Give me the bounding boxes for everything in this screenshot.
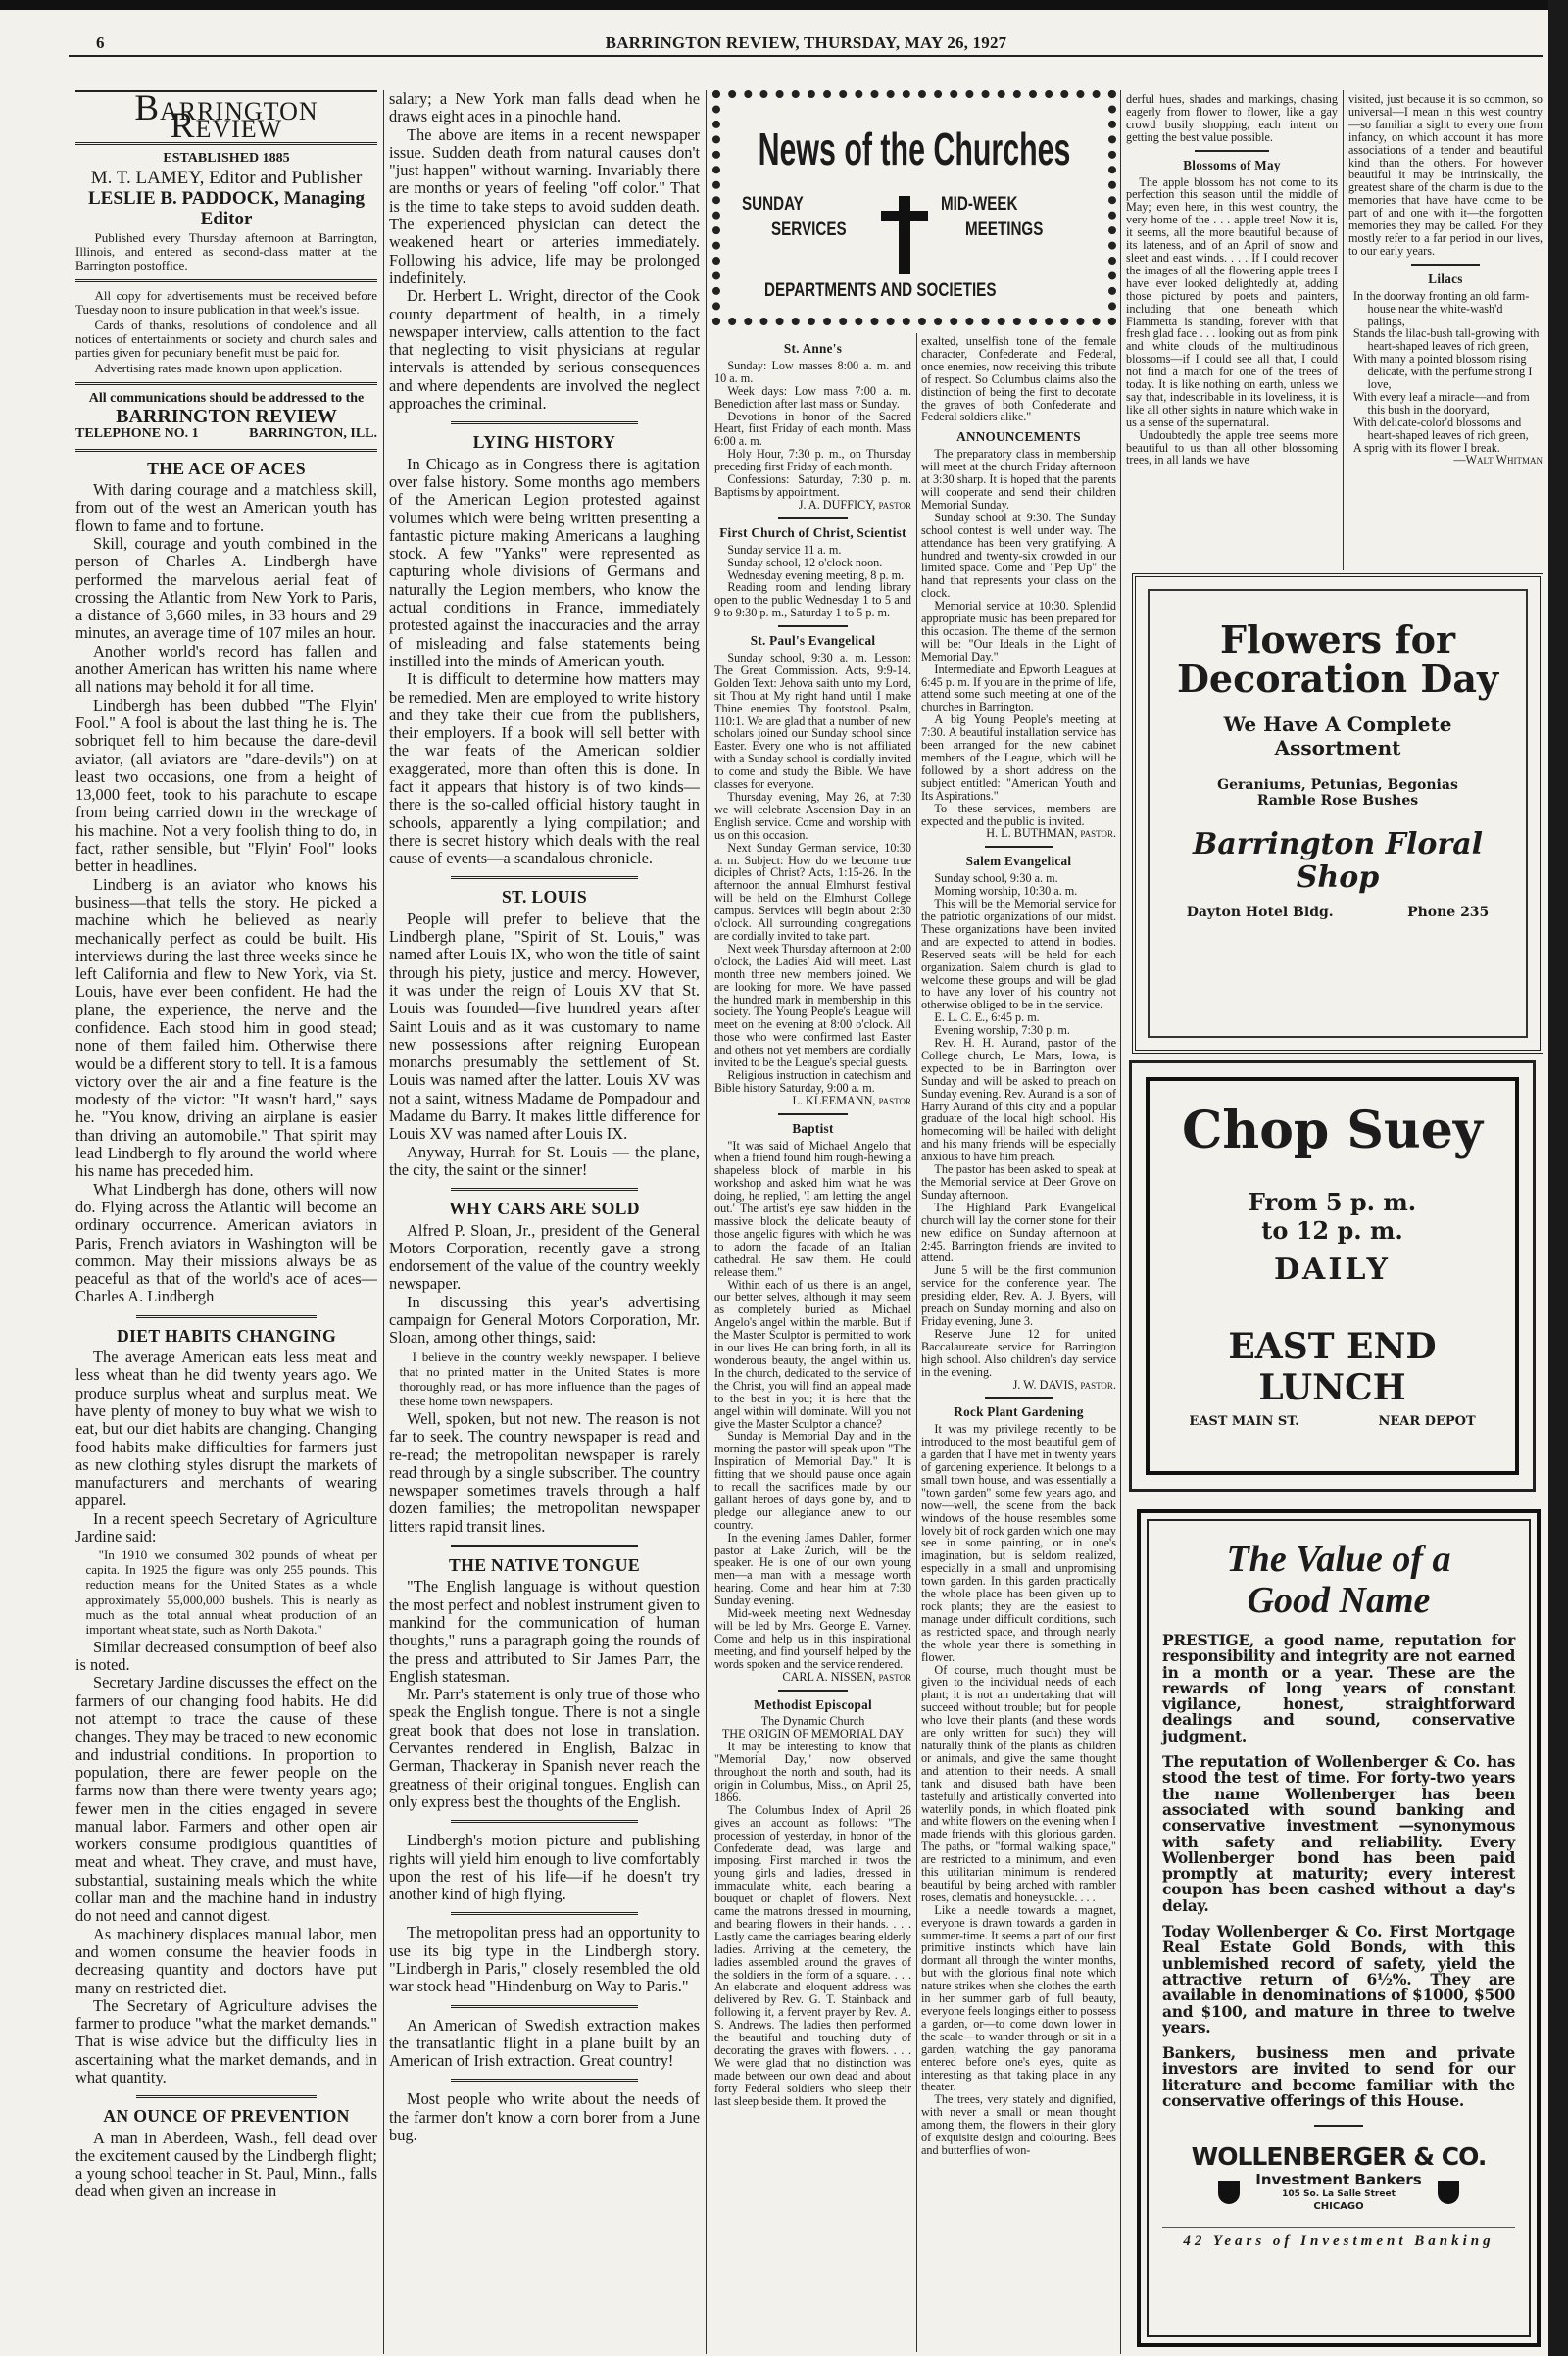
paragraph: Mr. Parr's statement is only true of those who speak the English tongue. There is not a single great book that does not lose in translation. Cervantes rendered in English, Balzac in German, Thackeray in Spanish never reach the greatness of their original tongues. English can only express best the thoughts of the English. — [389, 1685, 700, 1811]
ad-subtitle: We Have A Complete — [1223, 712, 1452, 736]
paragraph: Morning worship, 10:30 a. m. — [934, 884, 1078, 899]
copy-note: All copy for advertisements must be received before Tuesday noon to insure publication in that week's issue. — [75, 287, 377, 317]
paragraph: Undoubtedly the apple tree seems more beautiful to us than all other blossoming trees, in all lands we have — [1126, 427, 1338, 467]
section-rule — [778, 1690, 847, 1692]
ad-title: Flowers for — [1219, 617, 1455, 662]
paragraph: Well, spoken, but not new. The reason is not far to seek. The country newspaper is read and re-read; the metropolitan newspaper is rarely read through by a single subscriber. The country newspaper sometimes travels through a half dozen families; the metropolitan newspaper litters rapid transit lines. — [389, 1408, 700, 1536]
paragraph: salary; a New York man falls dead when he draws eight aces in a pinochle hand. — [389, 90, 700, 126]
paragraph: The apple blossom has not come to its perfection this season until the middle of May; even here, in this west country, the very home of the . . . apple tree! Now it is, it seems, all the more beautiful because of its lateness, and of an April of snow and sleet and east winds. . . . If I could recover the images of all the flowering apple trees I have ever looked delightedly at, adding those pictured by poets and painters, including that one beneath which Fiammetta is standing, forever with that fresh glad face . . . looking out as from pink and white clouds of the multitudinous blossoms—if I could see all that, I could not find a match for one of the trees of today. It is like nothing on earth, unless we say that, indescribable in its loveliness, it is like all other sights in nature which wake in us a sense of the supernatural. — [1126, 174, 1338, 429]
ad-paragraph: PRESTIGE, a good name, reputation for responsibility and integrity are not earned in a month or a year. These are the rewards of long years of constant vigilance, honest, straightforward dealings and sound, conservative judgment. — [1162, 1631, 1515, 1745]
section-rule — [451, 1820, 637, 1823]
quotation: "In 1910 we consumed 302 pounds of wheat per capita. In 1925 the figure was only 255 pounds. This reduction means for the United States as a whole approximately 55,000,000 bushels. This is nearly as much as the total annual wheat production of an important wheat state, such as North Dakota." — [85, 1547, 377, 1637]
paragraph: Sunday is Memorial Day and in the morning the pastor will speak upon "The Inspiration of Memorial Day." It is fitting that we should pause once again to recall the sacrifices made by our gallant heroes of days gone by, and to pledge our allegiance anew to our country. — [714, 1429, 911, 1532]
paragraph: In the evening James Dahler, former pastor at Lake Zurich, will be the speaker. He is one of our own young men—a man with a message worth hearing. Come and hear him at 7:30 Sunday evening. — [714, 1530, 911, 1608]
paragraph: The Highland Park Evangelical church will lay the corner stone for their new edifice on Sunday afternoon at 2:45. Barrington friends are invited to attend. — [921, 1200, 1116, 1265]
paragraph: Week days: Low mass 7:00 a. m. Benediction after last mass on Sunday. — [714, 383, 911, 411]
poem-line: Stands the lilac-bush tall-growing with heart-shaped leaves of rich green, — [1352, 326, 1540, 354]
paragraph: "It was said of Michael Angelo that when a friend found him rough-hewing a shapeless block of marble in his workshop and asked him what he was doing, he replied, 'I am letting the angel out.' The artist's eye saw hidden in the massive block the delicate beauty of those angelic figures with which he was to adorn the facade of an Italian cathedral. He saw them. He could release them." — [714, 1138, 911, 1279]
paragraph: The above are items in a recent newspaper issue. Sudden death from natural causes don't "just happen" without warning. Invariably there are months or years of feeling "off color." That is the time to take steps to avoid sudden death. The experienced physician can detect the weakened heart or arteries immediately. Following his advice, life may be prolonged indefinitely. — [389, 124, 700, 287]
paragraph: Reading room and lending library open to the public Wednesday 1 to 5 and 9 to 9:30 p. m., Saturday 1 to 5 p. m. — [714, 580, 911, 620]
paragraph: The pastor has been asked to speak at the Memorial service at Deer Grove on Sunday afternoon. — [921, 1162, 1116, 1202]
paragraph: With daring courage and a matchless skill, from out of the west an American youth has flown to fame and to fortune. — [75, 480, 377, 535]
article-heading: Lilacs — [1428, 270, 1463, 286]
paragraph: Dr. Herbert L. Wright, director of the Cook county department of health, in a timely newspaper interview, calls attention to the fact that neglecting to visit physicians at regular intervals is attended by serious consequences and where dependents are involved the neglect approaches the criminal. — [389, 286, 700, 414]
paper-name: BARRINGTON REVIEW — [116, 406, 337, 428]
church-column-2 — [921, 335, 1116, 2352]
column-rule — [1120, 90, 1121, 2354]
ad-hours: to 12 p. m. — [1261, 1216, 1403, 1245]
column-6 — [1348, 93, 1543, 568]
paragraph: Intermediate and Epworth Leagues at 6:45 p. m. If you are in the prime of life, attend some such meeting at one of the churches in Barrington. — [921, 662, 1116, 714]
label-services: SERVICES — [771, 220, 847, 240]
cards-note: Cards of thanks, resolutions of condolence and all notices of entertainments or society and church sales and parties given for pecuniary benefit must be paid for. — [75, 317, 377, 360]
label-midweek: MID-WEEK — [941, 194, 1018, 215]
article-heading: First Church of Christ, Scientist — [719, 524, 906, 540]
paragraph: The average American eats less meat and less wheat than he did twenty years ago. We produce surplus wheat and surplus meat. We have plenty of money to buy what we wish to eat, but our diet habits are changing. Changing food habits make difficulties for farmers just as new clothing styles disrupt the markets of manufacturers and merchants of wearing apparel. — [75, 1348, 377, 1510]
ad-floral-shop — [1132, 573, 1544, 1054]
shield-icon — [1218, 2181, 1240, 2204]
page-header — [69, 29, 1544, 57]
article-heading: St. Paul's Evangelical — [750, 633, 876, 649]
paragraph: Sunday school, 12 o'clock noon. — [727, 555, 883, 569]
paragraph: An American of Swedish extraction makes the transatlantic flight in a plane built by an American of Irish extraction. Great country! — [389, 2015, 700, 2071]
article-heading: AN OUNCE OF PREVENTION — [103, 2106, 350, 2127]
quotation: I believe in the country weekly newspaper. I believe that no printed matter in the United States is more thoroughly read, or has more influence than the pages of these home town newspapers. — [399, 1349, 700, 1408]
cross-icon — [899, 196, 910, 274]
paragraph: It is difficult to determine how matters may be remedied. Men are employed to write history and they take their cue from the publishers, their employers. If a book will sell better with the war feats of the American soldier exaggerated, more than often this is done. In fact it appears that history is of two kinds—there is the so-called official history taught in schools, apparently a lying compilation; and there is secret history which deals with the real cause of events—a scandalous chronicle. — [389, 669, 700, 868]
publication-note: Published every Thursday afternoon at Barrington, Illinois, and entered as second-class matter at the Barrington postoffice. — [75, 229, 377, 272]
section-rule — [778, 625, 847, 627]
ad-title: The Value of a — [1226, 1539, 1451, 1580]
telephone: TELEPHONE NO. 1 — [75, 426, 199, 442]
article-heading: ST. LOUIS — [502, 887, 587, 908]
paragraph: Lindbergh's motion picture and publishing rights will yield him enough to live comfortably upon the rest of his life—if he doesn't try another kind of high flying. — [389, 1831, 700, 1904]
section-rule — [136, 2095, 318, 2098]
paragraph: Devotions in honor of the Sacred Heart, first Friday of each month. Mass 6:00 a. m. — [714, 409, 911, 449]
section-rule — [451, 1912, 637, 1915]
poem-line: A sprig with its flower I break. — [1352, 440, 1500, 455]
restaurant-name: EAST END — [1228, 1326, 1437, 1367]
subheading: THE ORIGIN OF MEMORIAL DAY — [721, 1727, 905, 1742]
signature: CARL A. NISSEN, pastor — [782, 1669, 911, 1684]
signature: H. L. BUTHMAN, pastor. — [986, 826, 1116, 841]
paragraph: The trees, very stately and dignified, with never a small or mean thought among them, the flowers in their glory of exquisite design and colouring. Bees and butterflies of won- — [921, 2092, 1116, 2157]
paragraph: As machinery displaces manual labor, men and women consume the heavier foods in decreasing quantity and doctors have put many on restricted diet. — [75, 1924, 377, 1997]
article-heading: Baptist — [792, 1120, 834, 1136]
firm-name: WOLLENBERGER & CO. — [1191, 2142, 1487, 2172]
section-rule — [985, 846, 1054, 848]
signature: J. W. DAVIS, pastor. — [1012, 1377, 1116, 1392]
paragraph: Sunday: Low masses 8:00 a. m. and 10 a. m. — [714, 358, 911, 385]
article-heading: ANNOUNCEMENTS — [956, 429, 1081, 445]
masthead — [75, 90, 377, 452]
restaurant-name: LUNCH — [1258, 1367, 1406, 1408]
paragraph: Evening worship, 7:30 p. m. — [934, 1023, 1070, 1038]
paragraph: Religious instruction in catechism and Bible history Saturday, 9:00 a. m. — [714, 1067, 911, 1095]
paragraph: This will be the Memorial service for the patriotic organizations of our midst. These organizations have been invited and are expected to attend in bodies. Reserved seats will be held for each organization. Salem church is glad to welcome these groups and will be glad to have any lover of his country not otherwise obliged to be in the service. — [921, 897, 1116, 1012]
paragraph: It was my privilege recently to be introduced to the most beautiful gem of a garden that I have met in twenty years of gardening experience. It belongs to a small town house, and was essentially a "town garden" some few years ago, and now—well, the scene from the back windows of the house resembles some lovely bit of rock garden which one may see in some painting, or in one's imagination, but is seldom realized, especially in a small and unpromising town garden. In this garden practically the whole place has been given up to rock plants; they are the easiest to manage under difficult conditions, such as restricted space, and through nearly the whole year there is something in flower. — [921, 1422, 1116, 1664]
top-border — [0, 0, 1568, 10]
section-rule — [451, 2079, 637, 2082]
article-heading: St. Anne's — [783, 341, 843, 356]
paragraph: In a recent speech Secretary of Agriculture Jardine said: — [75, 1508, 377, 1546]
paragraph: Lindberg is an aviator who knows his business—that tells the story. He picked a machine which he believed as nearly mechanically perfect as could be built. His interviews during the last three weeks since he left California and flew to New York, via St. Louis, have ever been confident. He had the plane, the experience, the nerve and the confidence. Each stood him in good stead; none of them failed him. Otherwise there would be a different story to tell. It is a famous victory over the air and a fine feature is the modesty of the victor: "It wasn't hard," says he. "You know, driving an airplane is easier than driving an automobile." That spirit may lead Lindbergh to fly around the world where his name has preceded him. — [75, 874, 377, 1181]
communications-note: All communications should be addressed to the — [88, 390, 365, 406]
firm-subtitle: Investment Bankers — [1255, 2171, 1422, 2189]
ad-paragraph: Today Wollenberger & Co. First Mortgage Real Estate Gold Bonds, with this unblemished record of safety, yield the attractive return of 6½%. They are available in denominations of $1000, $500 and $100, and mature in three to twelve years. — [1162, 1922, 1515, 2037]
ad-body — [1162, 1633, 1515, 2109]
scan-edge — [1548, 0, 1568, 2356]
paragraph: Like a needle towards a magnet, everyone is drawn towards a garden in summer-time. It seems a part of our first primitive instincts which have lain dormant all through the winter months, but with the glorious final note which nature strikes when she clothes the earth in her summer garb of full beauty, everyone feels longings either to possess a garden, or—to come down lower in the scale—to wander through or sit in a garden, watching the gay panorama entered before one's eyes, quite as interesting as that taking place in any theater. — [921, 1902, 1116, 2094]
article-heading: DIET HABITS CHANGING — [116, 1325, 337, 1346]
signature: J. A. DUFFICY, pastor — [798, 497, 911, 512]
restaurant-street: EAST MAIN ST. — [1189, 1414, 1299, 1429]
churches-header-box — [712, 90, 1116, 325]
shop-name: Shop — [1296, 860, 1380, 895]
column-5 — [1126, 93, 1338, 568]
shield-icon — [1438, 2181, 1459, 2204]
paragraph: June 5 will be the first communion service for the conference year. The presiding elder, Rev. A. J. Byers, will preach on Sunday morning and also on Friday evening, June 3. — [921, 1263, 1116, 1328]
shop-address: Dayton Hotel Bldg. — [1186, 905, 1334, 920]
section-rule — [451, 1188, 637, 1191]
firm-address: 105 So. La Salle Street — [1282, 2189, 1396, 2200]
article-heading: THE NATIVE TONGUE — [449, 1555, 640, 1576]
paragraph: Sunday school, 9:30 a. m. — [934, 871, 1058, 886]
section-rule — [1411, 264, 1479, 266]
city: BARRINGTON, ILL. — [249, 426, 377, 442]
column-1 — [75, 90, 377, 2349]
article-heading: WHY CARS ARE SOLD — [449, 1199, 640, 1219]
section-rule — [136, 1315, 318, 1318]
column-2 — [389, 90, 700, 2349]
article-heading: Methodist Episcopal — [754, 1696, 872, 1712]
column-rule — [706, 90, 707, 2354]
label-departments: DEPARTMENTS AND SOCIETIES — [764, 280, 997, 301]
paragraph: Next week Thursday afternoon at 2:00 o'clock, the Ladies' Aid will meet. Last month three new members joined. We are looking for more. We have passed the hundred mark in membership in this society. The Young People's League will meet on the evening at 8:00 o'clock. All those who were confirmed last Easter and others not yet members are cordially invited to be the League's special guests. — [714, 941, 911, 1070]
ad-items: Geraniums, Petunias, Begonias — [1217, 777, 1458, 793]
section-rule — [1195, 150, 1269, 152]
paragraph: Memorial service at 10:30. Splendid appropriate music has been prepared for this occasion. The theme of the sermon will be: "Our Ideals in the Light of Memorial Day." — [921, 599, 1116, 663]
restaurant-location: NEAR DEPOT — [1378, 1414, 1476, 1429]
article-heading: THE ACE OF ACES — [147, 458, 306, 478]
section-rule — [451, 1545, 637, 1547]
section-rule — [451, 421, 637, 424]
paragraph: Anyway, Hurrah for St. Louis — the plane, the city, the saint or the sinner! — [389, 1142, 700, 1179]
church-column-1 — [714, 335, 911, 2352]
paragraph: derful hues, shades and markings, chasing eagerly from flower to flower, like a gay crowd busily shopping, each intent on getting the best value possible. — [1126, 93, 1338, 144]
article-heading: Blossoms of May — [1183, 157, 1281, 172]
paragraph: To these services, members are expected and the public is invited. — [921, 801, 1116, 828]
paragraph: Mid-week meeting next Wednesday will be led by Mrs. George E. Varney. Come and help us in this inspirational meeting, and find yourself helped by the words spoken and the service rendered. — [714, 1606, 911, 1671]
page-number: 6 — [96, 33, 105, 52]
column-rule — [383, 90, 384, 2354]
poem-line: With delicate-color'd blossoms and heart-shaped leaves of rich green, — [1352, 415, 1529, 442]
signature: —Walt Whitman — [1453, 453, 1543, 467]
newspaper-title: Barrington Review — [75, 100, 377, 145]
paragraph: A big Young People's meeting at 7:30. A beautiful installation service has been arranged for the new cabinet members of the League, which will be followed by a short address on the subject entitled: "American Youth and Its Aspirations." — [921, 712, 1116, 803]
paragraph: visited, just because it is so common, so universal—I mean in this west country—so familiar a sight to every one from infancy, on which account it has more associations of a tender and beautiful kind than the others. For however beautiful it may be intrinsically, the greatest share of the charm is due to the memories that have have come to be part of and one with it—the forgotten memories they may be called. For they mostly refer to a far period in our lives, to our early years. — [1348, 93, 1543, 258]
ad-paragraph: Bankers, business men and private investors are invited to send for our literature and become familiar with the conservative offerings of this House. — [1162, 2043, 1515, 2111]
ad-daily: DAILY — [1274, 1252, 1391, 1287]
section-rule — [778, 1113, 847, 1115]
paragraph: The Columbus Index of April 26 gives an account as follows: "The procession of yesterday, in honor of the Confederate dead, was large and imposing. First marched in twos the young girls and ladies, dressed in immaculate white, each bearing a bouquet or chaplet of flowers. Next came the matrons dressed in mourning, and bearing flowers in their hands. . . . Lastly came the carriages bearing elderly ladies. Arriving at the cemetery, the ladies assembled around the graves of the soldiers in the form of a square. . . . An elaborate and eloquent address was delivered by Rev. G. T. Stainback and following it, a fervent prayer by Rev. A. S. Andrews. The ladies then performed the beautiful and touching duty of decorating the graves with flowers. . . . We were glad that no distinction was made between our own dead and about forty Federal soldiers who sleep their last sleep beside them. It proved the — [714, 1802, 911, 2108]
rates-note: Advertising rates made known upon application. — [94, 360, 343, 375]
managing-editor: LESLIE B. PADDOCK, Managing Editor — [87, 187, 366, 229]
ad-title: Decoration Day — [1176, 657, 1499, 701]
paragraph: Another world's record has fallen and another American has written his name where all nations may behold it for all time. — [75, 641, 377, 697]
label-meetings: MEETINGS — [965, 220, 1044, 240]
paragraph: Sunday school at 9:30. The Sunday school contest is well under way. The attendance has been very gratifying. A hundred and twenty-six crowded in our limited space. Come and "Pep Up" the hand that represents your class on the clock. — [921, 510, 1116, 601]
ad-chop-suey — [1129, 1060, 1536, 1492]
paragraph: It may be interesting to know that "Memorial Day," now observed throughout the north and south, had its origin in Columbus, Miss., on April 25, 1866. — [714, 1740, 911, 1804]
ad-subtitle: Assortment — [1274, 736, 1401, 760]
paragraph: exalted, unselfish tone of the female character, Confederate and Federal, once enemies, now receiving this tribute of respect. So Columbus claims also the distinction of being the first to decorate the graves of both Confederate and Federal soldiers alike." — [921, 335, 1116, 424]
paragraph: Thursday evening, May 26, at 7:30 we will celebrate Ascension Day in an English service. Come and worship with us on this occasion. — [714, 790, 911, 842]
ad-wollenberger — [1137, 1509, 1541, 2347]
paragraph: E. L. C. E., 6:45 p. m. — [934, 1010, 1040, 1025]
section-rule — [451, 2005, 637, 2008]
paragraph: In Chicago as in Congress there is agitation over false history. Some months ago members of the American Legion protested against volumes which were being written presenting a fantastic picture making Americans a laughing stock. A few "Yanks" were represented as capturing whole divisions of Germans and naturally the Legion members, who know the actual conditions in France, immediately protested against the inaccuracies and the array of misleading and false statements being instilled into the minds of American youth. — [389, 454, 700, 670]
ad-hours: From 5 p. m. — [1248, 1188, 1417, 1216]
column-1-articles — [75, 460, 377, 2201]
poem-line: In the doorway fronting an old farm-house near the white-wash'd palings, — [1352, 288, 1530, 328]
shop-phone: Phone 235 — [1407, 905, 1490, 920]
article-heading: Salem Evangelical — [965, 854, 1072, 869]
established: ESTABLISHED 1885 — [163, 150, 290, 166]
paragraph: Rev. H. H. Aurand, pastor of the College church, Le Mars, Iowa, is expected to be in Barrington over Sunday and will be asked to preach on Sunday evening. Rev. Aurand is a son of Harry Aurand of this city and a popular graduate of the local high school. His homecoming will be hailed with delight and his many friends will be especially anxious to have him preach. — [921, 1036, 1116, 1164]
section-rule — [778, 517, 847, 519]
poem-line: With every leaf a miracle—and from this bush in the dooryard, — [1352, 389, 1530, 417]
paragraph: Of course, much thought must be given to the individual needs of each plant; it is not an undertaking that will succeed without trouble; but for people who love their plants (and these words are only written for such) they will naturally think of the plants as children or animals, and give the same thought and attention to their needs. A small tank and disused bath have been tastefully and artistically converted into waterlily ponds, in which floated pink and white flowers on the evening when I made friends with this glorious garden. The paths, or "formal walking space," are restricted to a minimum, and even this utilitarian minimum is rendered beautiful by being arched with rambler roses, clematis and honeysuckle. . . . — [921, 1662, 1116, 1904]
editor: M. T. LAMEY, Editor and Publisher — [90, 167, 363, 188]
article-heading: Rock Plant Gardening — [954, 1404, 1084, 1420]
paragraph: The metropolitan press had an opportunity to use its big type in the Lindbergh story. "Lindbergh in Paris," closely resembled the old war stock head "Hindenburg on Way to Paris." — [389, 1923, 700, 1996]
paragraph: The preparatory class in membership will meet at the church Friday afternoon at 3:30 sharp. It is hoped that the parents will cooperate and send their children Memorial Sunday. — [921, 447, 1116, 512]
paragraph: Next Sunday German service, 10:30 a. m. Subject: How do we become true diciples of Christ? Acts, 1:15-26. In the afternoon the annual Elmhurst festival will be held on the Elmhurst College campus. Services will begin about 2:30 o'clock. All surrounding congregations are cordially invited to take part. — [714, 840, 911, 943]
paragraph: Lindbergh has been dubbed "The Flyin' Fool." A fool is about the last thing he is. The sobriquet fell to him because the dare-devil aviator, (all aviators are "dare-devils") on at least two occasions, one from a height of 13,000 feet, took to his parachute to escape from being carried down in the wreckage of his machine. Not a very foolish thing to do, in fact, rather sensible, but "Flyin' Fool" looks better in headlines. — [75, 695, 377, 876]
column-rule — [1343, 90, 1344, 570]
paragraph: Sunday school, 9:30 a. m. Lesson: The Great Commission. Acts, 9:9-14. Golden Text: Jehova saith unto my Lord, sit Thou at My right hand until I make Thine enemies Thy footstool. Psalm, 110:1. We are glad that a number of new scholars joined our Sunday school since Easter. Every one who is not affiliated with a Sunday school is cordially invited to come and study the Bible. We have classes for everyone. — [714, 651, 911, 792]
paragraph: In discussing this year's advertising campaign for General Motors Corporation, Mr. Sloan, among other things, said: — [389, 1292, 700, 1348]
paragraph: Wednesday evening meeting, 8 p. m. — [727, 567, 905, 582]
label-sunday: SUNDAY — [742, 194, 804, 215]
section-rule — [985, 1397, 1054, 1399]
paragraph: Reserve June 12 for united Baccalaureate service for Barrington high school. Also children's day service in the evening. — [921, 1326, 1116, 1379]
paragraph: What Lindbergh has done, others will now do. Flying across the Atlantic will become an ordinary occurrence. American aviators in Paris, French aviators in Washington will be common. May their missions always be as peaceful as that of the world's ace of aces—Charles A. Lindbergh — [75, 1179, 377, 1306]
ad-tagline: 42 Years of Investment Banking — [1162, 2227, 1515, 2250]
paragraph: Most people who write about the needs of the farmer don't know a corn borer from a June bug. — [389, 2089, 700, 2145]
signature: L. KLEEMANN, pastor — [792, 1093, 911, 1107]
paragraph: Holy Hour, 7:30 p. m., on Thursday preceding first Friday of each month. — [714, 447, 911, 474]
ad-items: Ramble Rose Bushes — [1256, 793, 1419, 809]
subheading: The Dynamic Church — [760, 1714, 865, 1729]
paragraph: Alfred P. Sloan, Jr., president of the General Motors Corporation, recently gave a strong endorsement of the value of the country weekly newspaper. — [389, 1220, 700, 1294]
poem-line: With many a pointed blossom rising delicate, with the perfume strong I love, — [1352, 352, 1533, 392]
dateline: BARRINGTON REVIEW, THURSDAY, MAY 26, 1927 — [605, 33, 1007, 52]
paragraph: Secretary Jardine discusses the effect on the farmers of our changing food habits. He did not attempt to trace the cause of these changes. They may be traced to new economic and industrial conditions. In proportion to population, there are fewer people on the farms now than there were twenty years ago; fewer men in the cities engaged in severe manual labor. Farmers and other open air workers consume prodigious quantities of meat and wheat. They crave, and must have, substantial, sustaining meals which the white collar man and the machine hand in industry do not need and cannot digest. — [75, 1673, 377, 1926]
paragraph: Within each of us there is an angel, our better selves, although it may seem as completely buried as Michael Angelo's angel within the marble. But if the Master Sculptor is permitted to work in our lives He can bring forth, in all its wonderous beauty, the angel within us. In the church, dedicated to the service of the Christ, you will find an appeal made to the best in you; it is here that the angel within will dominate. Will you not give the Master Sculptor a chance? — [714, 1277, 911, 1431]
paragraph: Sunday service 11 a. m. — [727, 542, 842, 557]
shop-name: Barrington Floral — [1192, 827, 1484, 861]
ad-title: Good Name — [1247, 1580, 1431, 1621]
article-heading: LYING HISTORY — [472, 432, 616, 453]
section-rule — [451, 876, 637, 879]
paragraph: The Secretary of Agriculture advises the farmer to produce "what the market demands." That is wise advice but the difficulty lies in ascertaining what the market demands, and in what quantity. — [75, 1995, 377, 2086]
firm-city: CHICAGO — [1313, 2201, 1364, 2213]
paragraph: Skill, courage and youth combined in the person of Charles A. Lindbergh have performed the marvelous aerial feat of crossing the Atlantic from New York to Paris, a distance of 3,660 miles, in 33 hours and 29 minutes, an average time of 107 miles an hour. — [75, 533, 377, 643]
paragraph: A man in Aberdeen, Wash., fell dead over the excitement caused by the Lindbergh flight; a young school teacher in St. Paul, Minn., falls dead when given an increase in — [75, 2128, 377, 2201]
paragraph: Confessions: Saturday, 7:30 p. m. Baptisms by appointment. — [714, 472, 911, 499]
ad-paragraph: The reputation of Wollenberger & Co. has stood the test of time. For forty-two years the name Wollenberger has been associated with sound banking and conservative investment —synonymous with safety and reliability. Every Wollenberger bond has been paid promptly at maturity; every interest coupon has been cashed without a day's delay. — [1162, 1752, 1515, 1915]
ad-title: Chop Suey — [1182, 1101, 1483, 1160]
churches-title: News of the Churches — [758, 123, 1071, 174]
column-rule — [916, 333, 917, 2352]
paragraph: "The English language is without question the most perfect and noblest instrument given to mankind for the communication of human thoughts," runs a paragraph going the rounds of the press and attributed to Sir James Parr, the English statesman. — [389, 1577, 700, 1686]
paragraph: People will prefer to believe that the Lindbergh plane, "Spirit of St. Louis," was named after Louis IX, who won the title of saint through his piety, justice and mercy. However, it was under the reign of Louis XV that St. Louis was founded—five hundred years after Saint Louis and as it was customary to name new possessions after reigning European monarchs presumably the settlement of St. Louis was named after the latter. Louis XV was not a saint, witness Madame de Pompadour and Madame du Barry. It makes little difference for Louis XV was named after Louis IX. — [389, 908, 700, 1144]
paragraph: Similar decreased consumption of beef also is noted. — [75, 1637, 377, 1675]
